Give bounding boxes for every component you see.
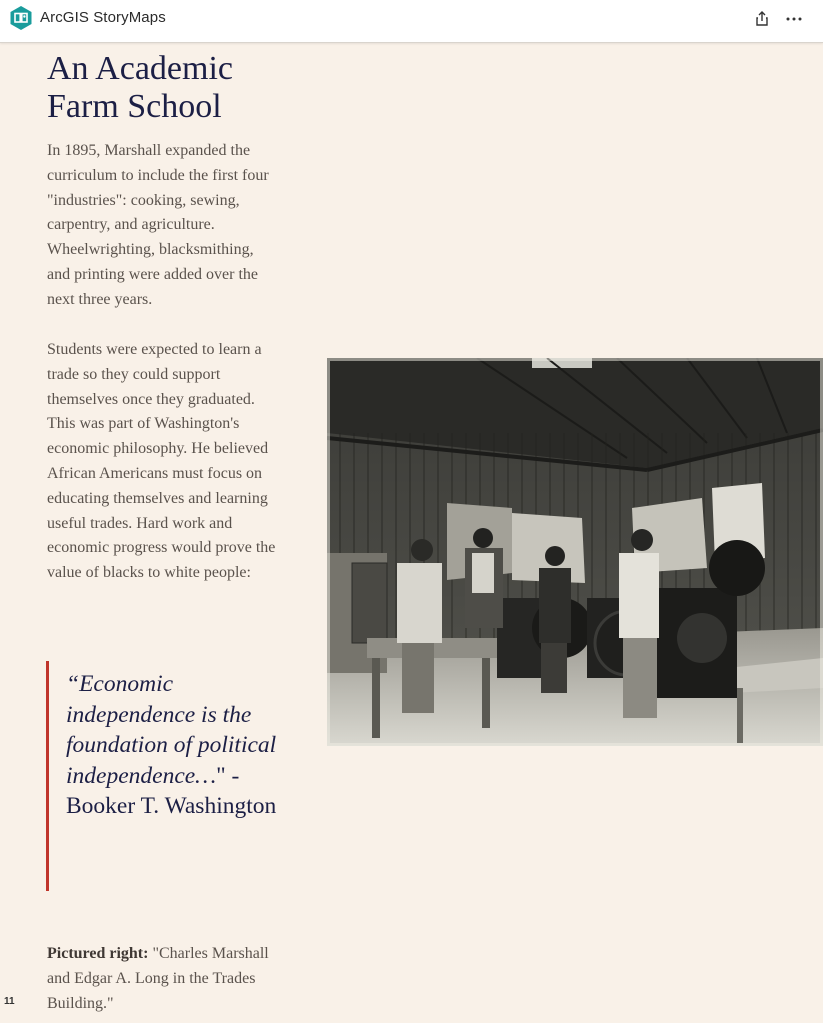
top-bar: [0, 0, 823, 43]
trades-building-photo: [327, 358, 823, 746]
caption-text: "Charles Marshall and Edgar A. Long in the Trades Building.": [47, 945, 269, 1012]
photo-caption: [47, 942, 287, 1016]
page-title: An Academic Farm School: [47, 50, 233, 125]
storymaps-logo-icon[interactable]: [10, 6, 32, 30]
page-number: 11: [4, 996, 15, 1007]
app-name: ArcGIS StoryMaps: [40, 9, 166, 26]
quote-attribution: " -Booker T. Washington: [66, 762, 277, 819]
more-options-icon[interactable]: [784, 9, 804, 29]
quote-text: “Economic independence is the foundation of political independence…: [66, 671, 277, 789]
share-icon[interactable]: [752, 9, 772, 29]
body-paragraph-1: In 1895, Marshall expanded the curriculum to include the first four "industries": cooking, sewing, carpentry, and agriculture. Wheelwrighting, blacksmithing, and printing were added over the next three years.: [47, 142, 269, 308]
body-paragraph-2: Students were expected to learn a trade so they could support themselves once they graduated. This was part of Washington's economic philosophy. He believed African Americans must focus on educating themselves and learning useful trades. Hard work and economic progress would prove the value of blacks to white people:: [47, 341, 276, 582]
pull-quote: [46, 661, 286, 891]
caption-label: Pictured right:: [47, 945, 149, 962]
